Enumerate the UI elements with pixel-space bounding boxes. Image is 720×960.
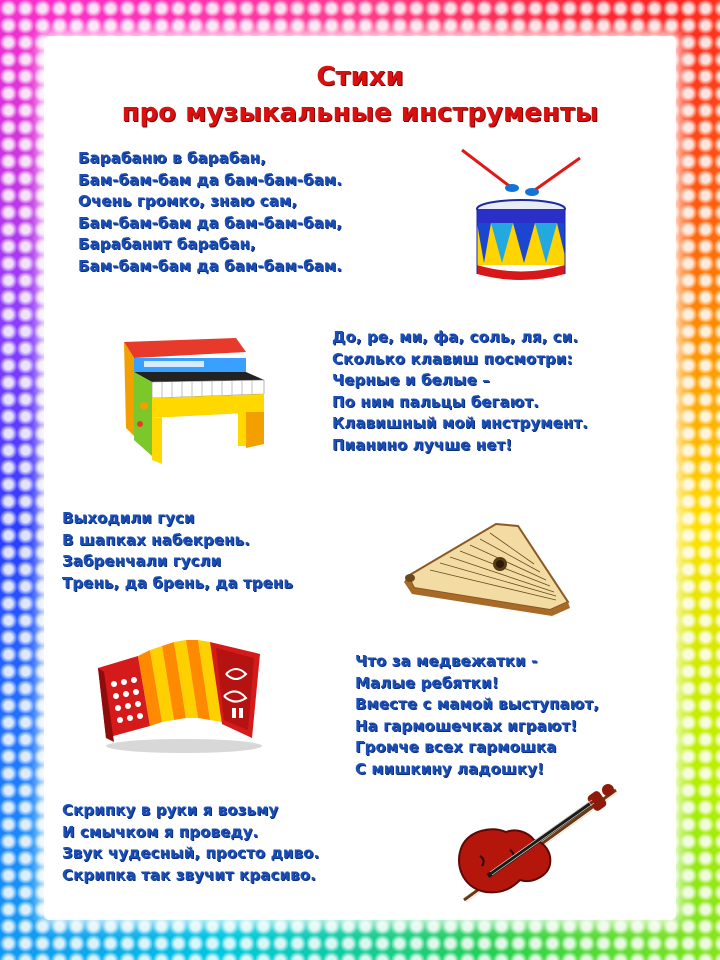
poem-line: В шапках набекрень. [62,530,250,549]
poem-line: На гармошечках играют! [355,716,578,735]
poem-line: Пианино лучше нет! [332,435,513,454]
poem-accordion [355,651,599,780]
poem-line: Очень громко, знаю сам, [78,192,298,210]
poem-line: Вместе с мамой выступают, [355,695,600,713]
poem-line: Бам-бам-бам да бам-бам-бам. [78,256,343,275]
poem-line: До, ре, ми, фа, соль, ля, си. [332,328,579,346]
title-line-2: про музыкальные инструменты [121,98,599,128]
poem-line: Клавишный мой инструмент. [332,414,588,432]
poem-line: Звук чудесный, просто диво. [62,844,320,862]
poem-line: Черные и белые – [332,371,490,389]
poem-gusli [62,508,293,594]
poem-line: Бам-бам-бам да бам-бам-бам, [78,213,343,232]
poem-line: Барабаню в барабан, [78,149,266,167]
poem-line: И смычком я проведу. [62,822,259,841]
poem-violin [62,800,319,886]
poem-line: Трень, да брень, да трень [62,573,293,592]
poem-line: Забренчали гусли [62,552,222,570]
poem-line: По ним пальцы бегают. [332,392,539,411]
poem-piano [332,327,588,456]
poem-line: Скрипка так звучит красиво. [62,865,316,884]
accordion-icon [92,634,268,756]
title-line-1: Стихи [316,62,404,92]
poem-line: Сколько клавиш посмотри: [332,349,573,368]
gusli-icon [400,516,576,620]
poem-line: Громче всех гармошка [355,738,557,756]
poem-line: Скрипку в руки я возьму [62,801,279,819]
poem-line: Барабанит барабан, [78,235,256,253]
toy-piano-icon [118,328,270,470]
drum-icon [456,146,586,288]
poem-line: Малые ребятки! [355,673,499,692]
poem-drum [78,148,342,277]
poem-line: С мишкину ладошку! [355,759,545,778]
poem-line: Что за медвежатки - [355,652,538,670]
violin-icon [440,780,622,910]
poem-line: Выходили гуси [62,509,195,527]
poem-line: Бам-бам-бам да бам-бам-бам. [78,170,343,189]
